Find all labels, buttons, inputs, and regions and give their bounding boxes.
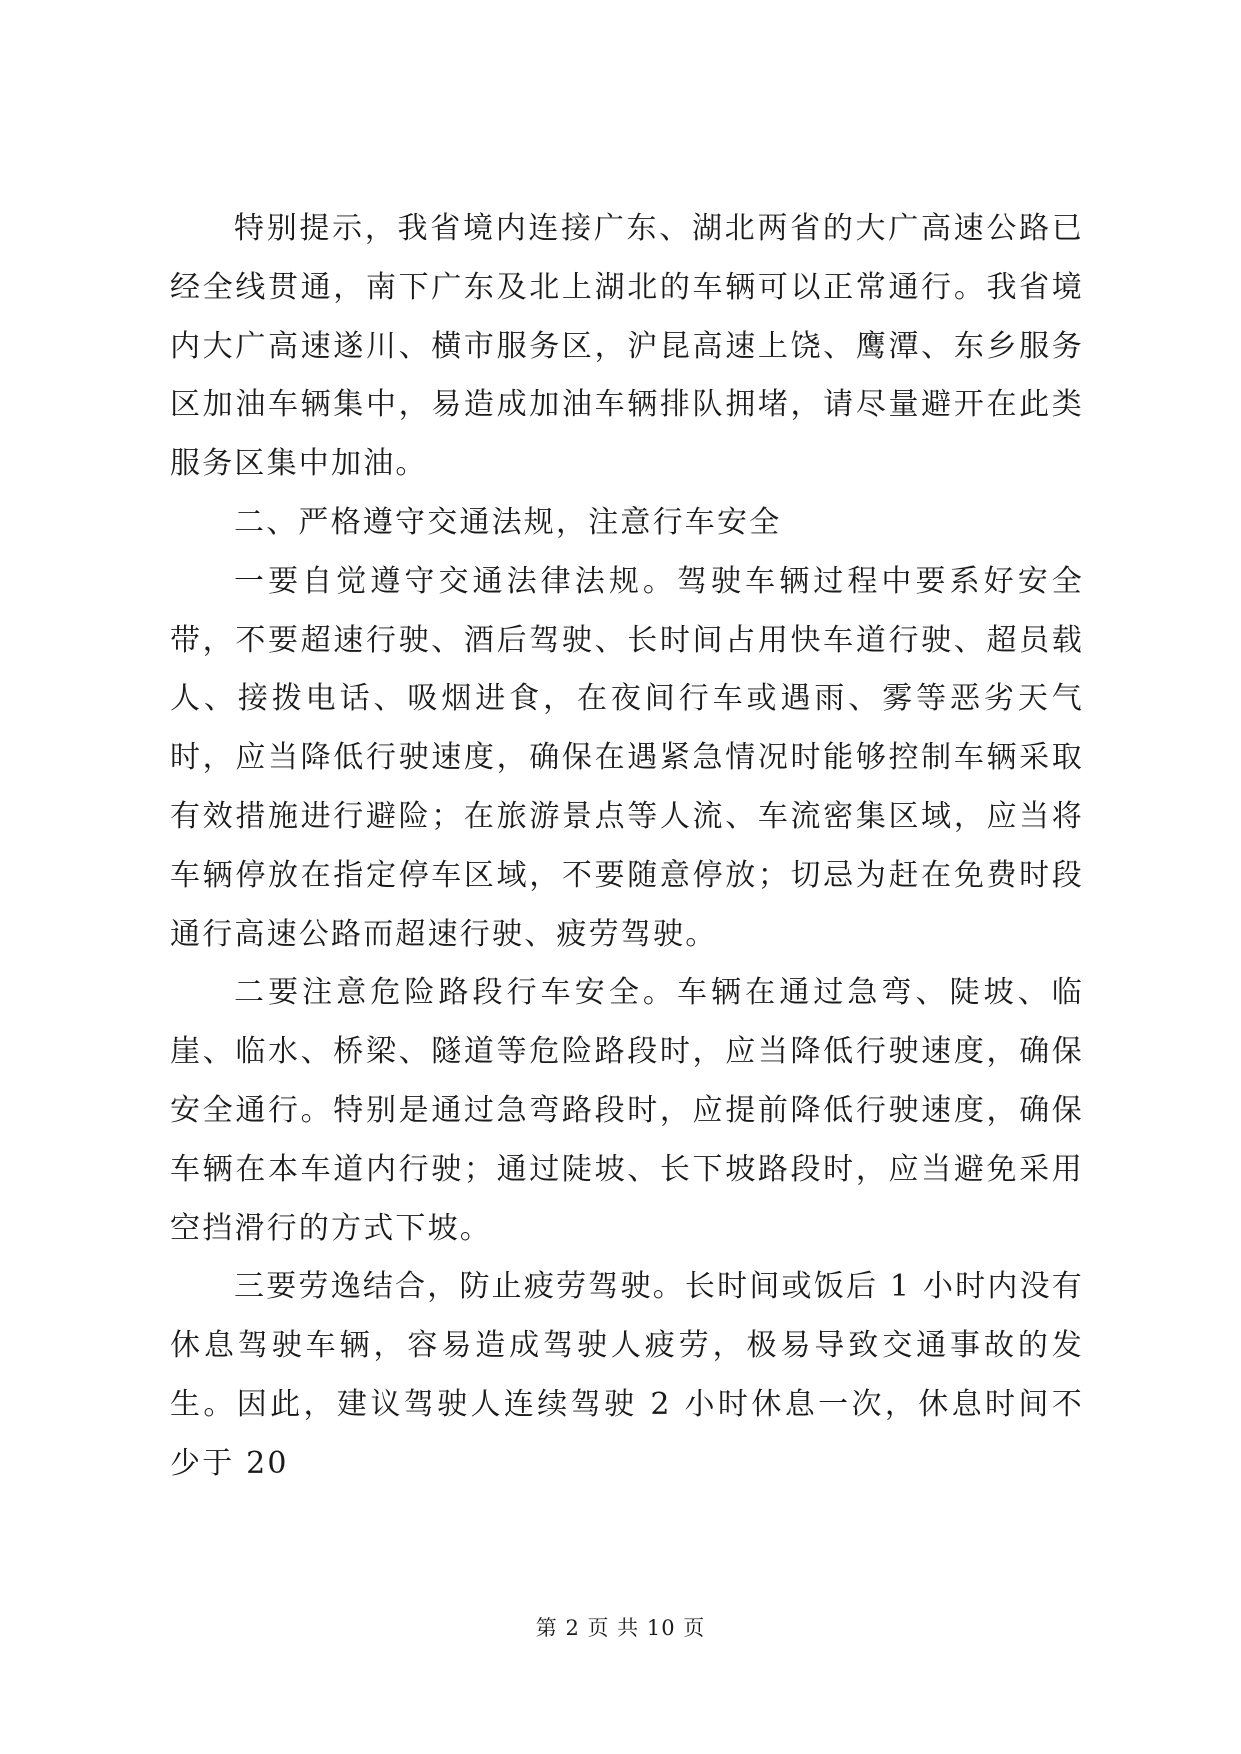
paragraph-fatigue-driving: 三要劳逸结合，防止疲劳驾驶。长时间或饭后 1 小时内没有休息驾驶车辆，容易造成驾驶人疲劳，极易导致交通事故的发生。因此，建议驾驶人连续驾驶 2 小时休息一次，休息时间不少于 20 bbox=[170, 1269, 1084, 1481]
section-heading: 二、严格遵守交通法规，注意行车安全 bbox=[234, 504, 782, 540]
page-footer: 第 2 页 共 10 页 bbox=[535, 1616, 706, 1640]
paragraph-special-notice: 特别提示，我省境内连接广东、湖北两省的大广高速公路已经全线贯通，南下广东及北上湖北的车辆可以正常通行。我省境内大广高速遂川、横市服务区，沪昆高速上饶、鹰潭、东乡服务区加油车辆集中，易造成加油车辆排队拥堵，请尽量避开在此类服务区集中加油。 bbox=[170, 211, 1084, 482]
paragraph-dangerous-sections: 二要注意危险路段行车安全。车辆在通过急弯、陡坡、临崖、临水、桥梁、隧道等危险路段时，应当降低行驶速度，确保安全通行。特别是通过急弯路段时，应提前降低行驶速度，确保车辆在本车道内行驶；通过陡坡、长下坡路段时，应当避免采用空挡滑行的方式下坡。 bbox=[170, 975, 1084, 1246]
document-body bbox=[170, 200, 1084, 1494]
paragraph-obey-traffic-laws: 一要自觉遵守交通法律法规。驾驶车辆过程中要系好安全带，不要超速行驶、酒后驾驶、长时间占用快车道行驶、超员载人、接拨电话、吸烟进食，在夜间行车或遇雨、雾等恶劣天气时，应当降低行驶速度，确保在遇紧急情况时能够控制车辆采取有效措施进行避险；在旅游景点等人流、车流密集区域，应当将车辆停放在指定停车区域，不要随意停放；切忌为赶在免费时段通行高速公路而超速行驶、疲劳驾驶。 bbox=[170, 563, 1084, 952]
